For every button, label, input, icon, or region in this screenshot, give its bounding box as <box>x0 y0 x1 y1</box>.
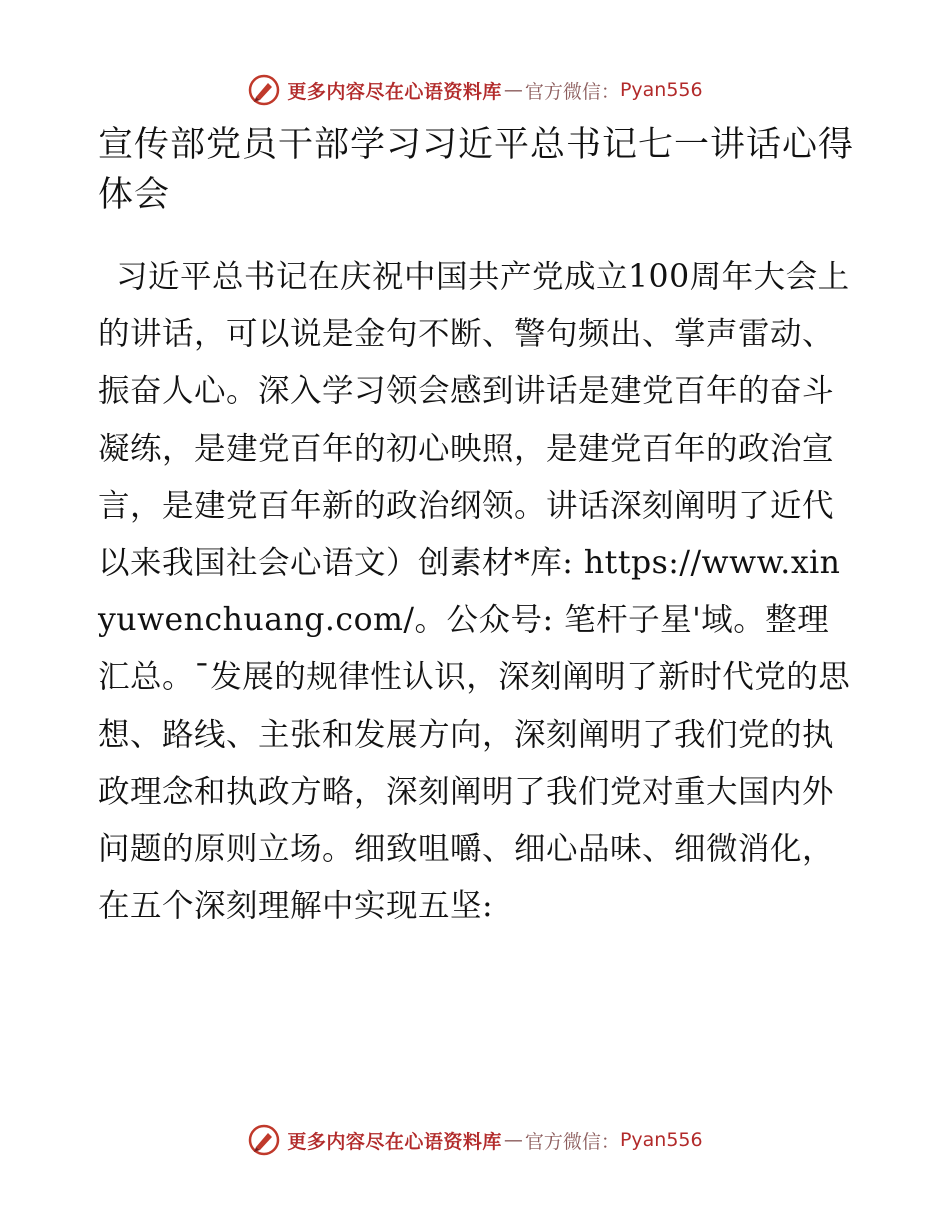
pen-logo-icon <box>247 1123 281 1157</box>
header-banner <box>0 73 950 107</box>
banner-wechat-id: Pyan556 <box>619 1129 703 1151</box>
banner-wechat-label: 官方微信： <box>524 80 620 103</box>
banner-wechat-id: Pyan556 <box>619 79 703 101</box>
banner-site-text: 更多内容尽在心语资料库 <box>287 1130 502 1153</box>
document-title: 宣传部党员干部学习习近平总书记七一讲话心得体会 <box>98 125 855 215</box>
document-paragraph: 习近平总书记在庆祝中国共产党成立100周年大会上的讲话，可以说是金句不断、警句频出、掌声雷动、振奋人心。深入学习领会感到讲话是建党百年的奋斗凝练，是建党百年的初心映照，是建党百年的政治宣言，是建党百年新的政治纲领。讲话深刻阐明了近代以来我国社会心语文）创素材*库: https://www.xinyuwenchuang.com/。公众号: 笔杆子星'域。整理汇总。¯发展的规律性认识，深刻阐明了新时代党的思想、路线、主张和发展方向，深刻阐明了我们党的执政理念和执政方略，深刻阐明了我们党对重大国内外问题的原则立场。细致咀嚼、细心品味、细微消化，在五个深刻理解中实现五坚: <box>98 259 851 925</box>
footer-banner <box>0 1123 950 1157</box>
banner-separator: — <box>503 79 523 101</box>
banner-wechat-label: 官方微信： <box>524 1130 620 1153</box>
banner-site-text: 更多内容尽在心语资料库 <box>287 80 502 103</box>
pen-logo-icon <box>247 73 281 107</box>
banner-separator: — <box>503 1129 523 1151</box>
